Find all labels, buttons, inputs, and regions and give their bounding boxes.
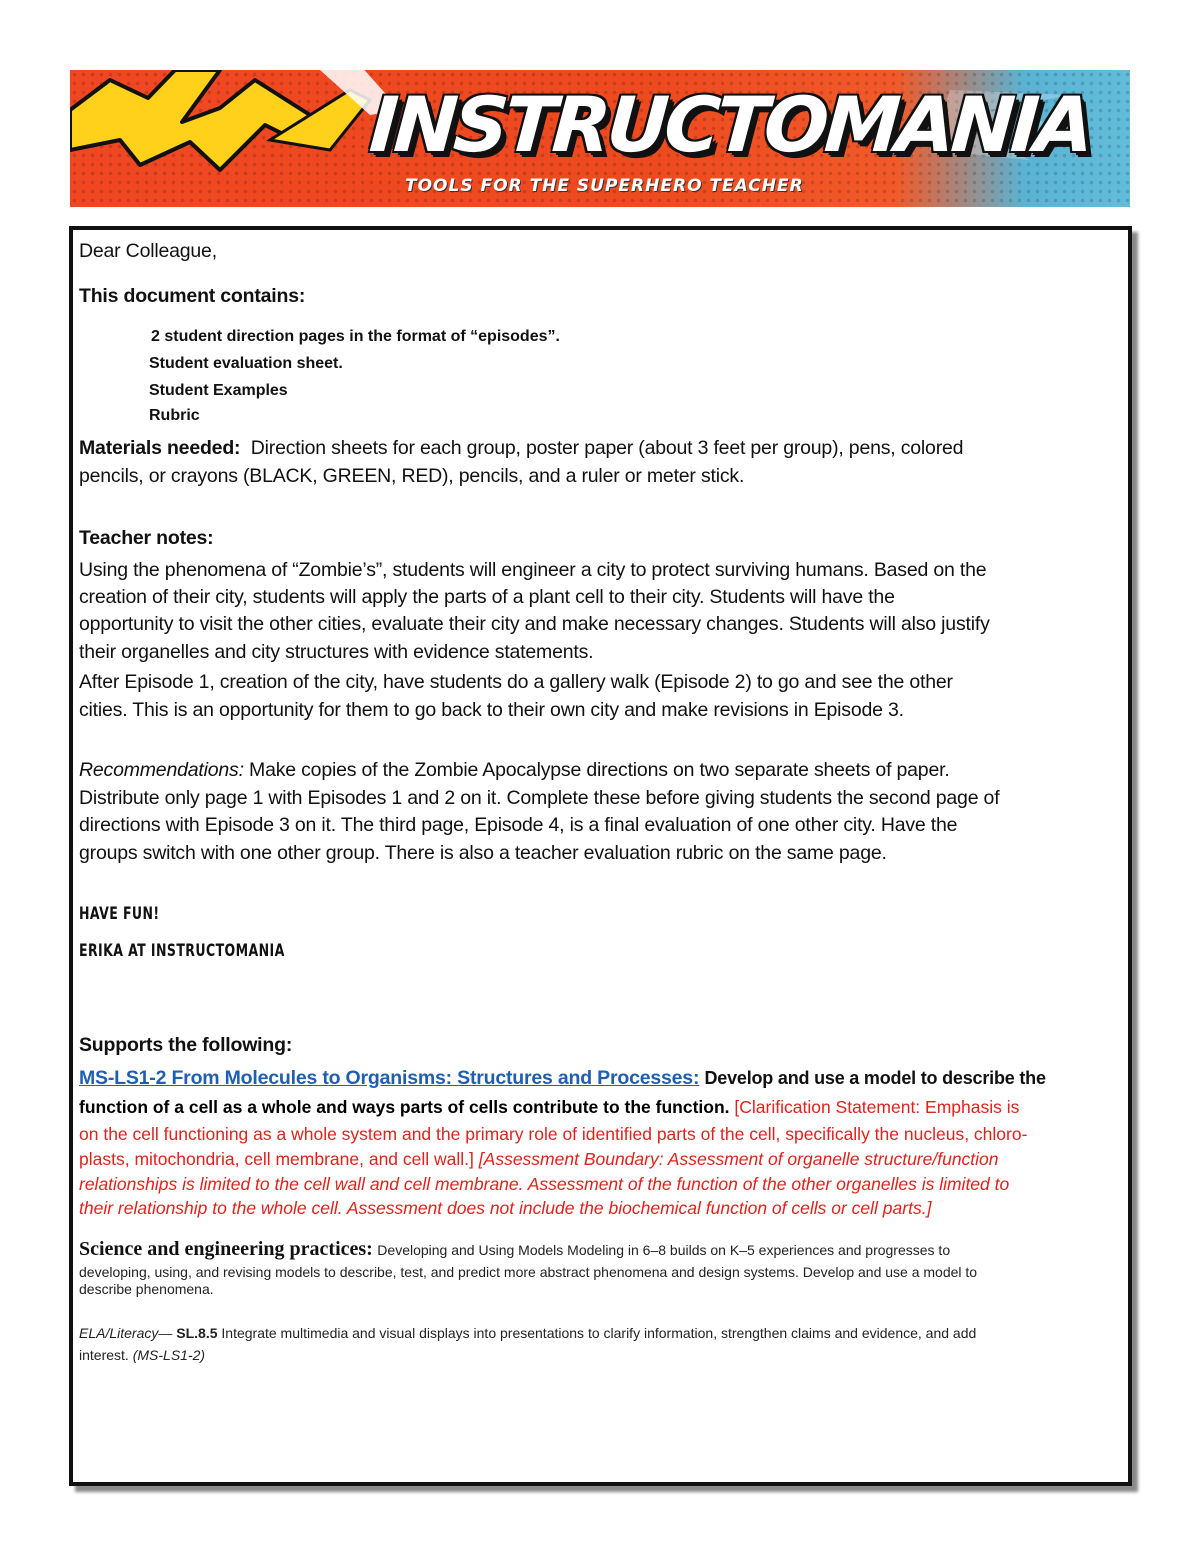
ela-line-2 — [79, 1347, 205, 1363]
ela-text: Integrate multimedia and visual displays into presentations to clarify information, strengthen claims and evidence, and add — [221, 1325, 977, 1341]
contains-item: Student Examples — [149, 382, 288, 399]
materials-label: Materials needed: — [79, 437, 241, 459]
banner-title: INSTRUCTOMANIA — [366, 79, 1094, 169]
contains-item: Student evaluation sheet. — [149, 355, 343, 372]
notes-line: opportunity to visit the other cities, evaluate their city and make necessary changes. Students will also justify — [79, 613, 990, 635]
sep-line: describe phenomena. — [79, 1281, 214, 1297]
standard-line-1 — [79, 1067, 1046, 1090]
materials-text: Direction sheets for each group, poster paper (about 3 feet per group), pens, colored — [250, 437, 964, 459]
ela-line-1 — [79, 1325, 976, 1341]
banner-tagline: TOOLS FOR THE SUPERHERO TEACHER — [405, 176, 804, 196]
header-banner — [70, 70, 1130, 207]
notes-line: cities. This is an opportunity for them to go back to their own city and make revisions in Episode 3. — [79, 699, 904, 721]
clarification-line-3 — [79, 1149, 999, 1170]
standard-statement: Develop and use a model to describe the — [704, 1068, 1046, 1088]
sep-line-1 — [79, 1238, 950, 1261]
recommendations-line: Distribute only page 1 with Episodes 1 and 2 on it. Complete these before giving students the second page of — [79, 787, 1000, 809]
assessment-boundary-line: relationships is limited to the cell wall and cell membrane. Assessment of the function of the other organelles is limited to — [79, 1174, 1010, 1194]
standard-line-2 — [79, 1097, 1019, 1118]
supports-heading: Supports the following: — [79, 1034, 293, 1056]
ela-label: ELA/Literacy— — [79, 1325, 173, 1341]
assessment-boundary-start: [Assessment Boundary: Assessment of organelle structure/function — [478, 1149, 999, 1169]
notes-line: Using the phenomena of “Zombie’s”, students will engineer a city to protect surviving humans. Based on the — [79, 559, 987, 581]
contains-item: 2 student direction pages in the format of “episodes”. — [151, 328, 560, 345]
contains-heading: This document contains: — [79, 285, 306, 307]
ela-text-cont: interest. — [79, 1347, 129, 1363]
materials-line-2: pencils, or crayons (BLACK, GREEN, RED), pencils, and a ruler or meter stick. — [79, 465, 745, 487]
contains-item: Rubric — [149, 407, 200, 424]
ms-ls1-2-link[interactable]: MS-LS1-2 From Molecules to Organisms: Structures and Processes: — [79, 1067, 700, 1089]
clarification-line: on the cell functioning as a whole system and the primary role of identified parts of the cell, specifically the nucleus, chloro- — [79, 1124, 1028, 1144]
ela-ref: (MS-LS1-2) — [132, 1347, 206, 1363]
clarification-end: plasts, mitochondria, cell membrane, and cell wall.] — [79, 1149, 474, 1169]
standard-statement-cont: function of a cell as a whole and ways parts of cells contribute to the function. — [79, 1097, 730, 1117]
notes-line: After Episode 1, creation of the city, have students do a gallery walk (Episode 2) to go and see the other — [79, 671, 953, 693]
greeting: Dear Colleague, — [79, 240, 217, 262]
recommendations-line-1 — [79, 759, 950, 782]
assessment-boundary-line: their relationship to the whole cell. Assessment does not include the biochemical function of cells or cell parts.] — [79, 1198, 932, 1218]
notes-heading: Teacher notes: — [79, 527, 214, 549]
signoff-have-fun: HAVE FUN! — [79, 904, 160, 924]
recommendations-line: groups switch with one other group. There is also a teacher evaluation rubric on the same page. — [79, 842, 887, 864]
ela-code: SL.8.5 — [176, 1325, 218, 1341]
sep-text: Developing and Using Models Modeling in 6–8 builds on K–5 experiences and progresses to — [377, 1242, 951, 1258]
clarification-start: [Clarification Statement: Emphasis is — [734, 1097, 1020, 1117]
materials-line-1 — [79, 437, 963, 460]
sep-line: developing, using, and revising models to describe, test, and predict more abstract phenomena and design systems. Develop and use a model to — [79, 1264, 978, 1280]
recommendations-label: Recommendations: — [79, 759, 244, 781]
recommendations-line: directions with Episode 3 on it. The third page, Episode 4, is a final evaluation of one other city. Have the — [79, 814, 958, 836]
signoff-author: ERIKA AT INSTRUCTOMANIA — [79, 941, 285, 961]
notes-line: their organelles and city structures with evidence statements. — [79, 641, 594, 663]
notes-line: creation of their city, students will apply the parts of a plant cell to their city. Students will have the — [79, 586, 895, 608]
recommendations-text: Make copies of the Zombie Apocalypse directions on two separate sheets of paper. — [249, 759, 950, 781]
sep-label: Science and engineering practices: — [79, 1238, 373, 1260]
